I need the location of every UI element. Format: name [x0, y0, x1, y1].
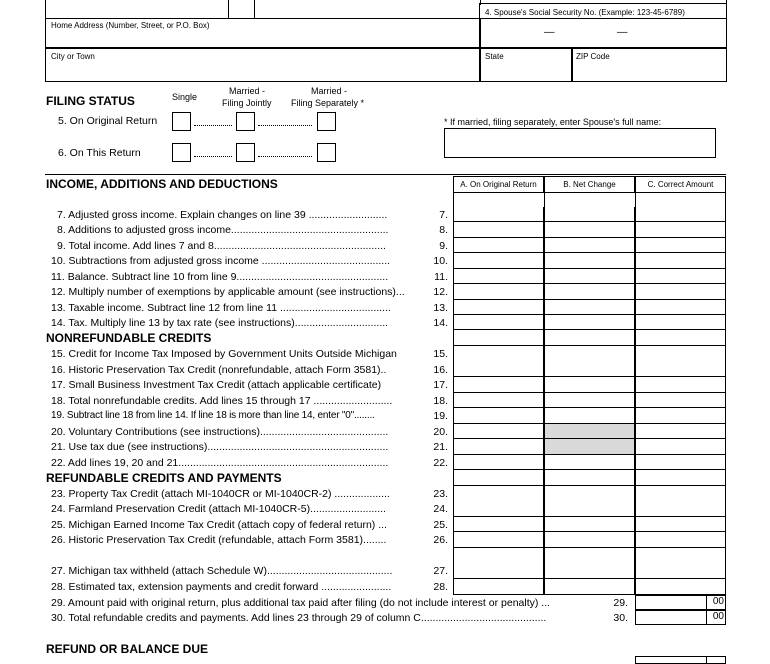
amount-cell[interactable]	[453, 424, 544, 439]
line-28-number: 28.	[433, 581, 448, 593]
amount-cell[interactable]	[635, 238, 726, 253]
line-13-number: 13.	[433, 302, 448, 314]
amount-cell[interactable]	[544, 424, 635, 439]
amount-cell[interactable]	[453, 269, 544, 284]
income-section-title: INCOME, ADDITIONS AND DEDUCTIONS	[46, 177, 278, 191]
line-11-number: 11.	[434, 271, 448, 283]
spouse-name-input[interactable]	[444, 128, 716, 158]
amount-cell[interactable]	[453, 455, 544, 470]
line-28-label: 28. Estimated tax, extension payments and credit forward ........................	[51, 581, 392, 593]
col-c-header: C. Correct Amount	[635, 176, 726, 192]
amount-cell[interactable]	[453, 362, 544, 377]
line-24-number: 24.	[433, 503, 448, 515]
line-20-number: 20.	[433, 426, 448, 438]
amount-cell[interactable]	[544, 408, 635, 424]
column-grid-top-mid2	[635, 192, 636, 207]
dots	[194, 156, 232, 157]
line-21-label: 21. Use tax due (see instructions)..............................................................	[51, 441, 389, 453]
amount-cell[interactable]	[635, 253, 726, 269]
line-8-label: 8. Additions to adjusted gross income......................................................	[57, 224, 389, 236]
amount-cell[interactable]	[453, 346, 544, 363]
line-29-cents[interactable]	[706, 595, 726, 610]
amount-cell[interactable]	[453, 563, 544, 579]
col-sep-label-2: Filing Separately *	[291, 98, 365, 108]
refund-box-divider	[706, 656, 707, 664]
cents-value: 00	[712, 611, 724, 622]
amount-cell[interactable]	[453, 408, 544, 424]
refund-section-title: REFUND OR BALANCE DUE	[46, 642, 208, 656]
line-12-label: 12. Multiply number of exemptions by applicable amount (see instructions)...	[51, 286, 405, 298]
amount-cell[interactable]	[544, 517, 635, 532]
line-25-label: 25. Michigan Earned Income Tax Credit (attach copy of federal return) ...	[51, 519, 387, 531]
line-17-label: 17. Small Business Investment Tax Credit (attach applicable certificate)	[51, 379, 382, 391]
line-26-label: 26. Historic Preservation Tax Credit (refundable, attach Form 3581)........	[51, 534, 387, 546]
line-15-label: 15. Credit for Income Tax Imposed by Government Units Outside Michigan	[51, 348, 397, 360]
amount-cell[interactable]	[544, 253, 635, 269]
amount-cell[interactable]	[453, 532, 544, 548]
line-29-amount[interactable]	[635, 595, 707, 610]
amount-cell[interactable]	[635, 579, 726, 595]
line-9-number: 9.	[439, 240, 448, 252]
amount-cell[interactable]	[635, 300, 726, 315]
line-24-label: 24. Farmland Preservation Credit (attach MI-1040CR-5)..........................	[51, 503, 386, 515]
amount-cell	[635, 330, 726, 346]
line-25-number: 25.	[433, 519, 448, 531]
filing-row-6-label: 6. On This Return	[58, 147, 141, 159]
amount-cell[interactable]	[544, 300, 635, 315]
col-single-label: Single	[172, 92, 198, 102]
amount-cell[interactable]	[544, 393, 635, 408]
amount-cell[interactable]	[453, 253, 544, 269]
amount-cell[interactable]	[544, 222, 635, 238]
refundable-title: REFUNDABLE CREDITS AND PAYMENTS	[46, 471, 282, 485]
amount-cell[interactable]	[635, 455, 726, 470]
amount-cell[interactable]	[635, 207, 726, 222]
line-14-number: 14.	[433, 317, 448, 329]
line-9-label: 9. Total income. Add lines 7 and 8...........................................................	[57, 240, 386, 252]
amount-cell	[453, 548, 544, 564]
line-8-number: 8.	[439, 224, 448, 236]
filing-row-5-label: 5. On Original Return	[58, 115, 158, 127]
original-single-checkbox[interactable]	[172, 112, 191, 131]
line-22-label: 22. Add lines 19, 20 and 21........................................................................	[51, 457, 389, 469]
amount-cell	[544, 548, 635, 564]
amount-cell[interactable]	[635, 377, 726, 393]
amount-cell[interactable]	[544, 579, 635, 595]
amount-cell[interactable]	[635, 517, 726, 532]
dots	[258, 125, 312, 126]
line-20-label: 20. Voluntary Contributions (see instructions)............................................	[51, 426, 389, 438]
amount-cell[interactable]	[635, 424, 726, 439]
refund-box-top	[635, 656, 726, 664]
amount-cell[interactable]	[544, 563, 635, 579]
line-18-label: 18. Total nonrefundable credits. Add lines 15 through 17 ...........................	[51, 395, 393, 407]
col-b-header: B. Net Change	[544, 176, 635, 192]
amount-cell[interactable]	[635, 315, 726, 330]
original-separate-checkbox[interactable]	[317, 112, 336, 131]
amount-cell[interactable]	[453, 579, 544, 595]
line-26-number: 26.	[433, 534, 448, 546]
line-10-number: 10.	[433, 255, 448, 267]
line-10-label: 10. Subtractions from adjusted gross income ............................................	[51, 255, 391, 267]
amount-cell[interactable]	[635, 362, 726, 377]
col-a-header: A. On Original Return	[453, 176, 544, 192]
amount-cell[interactable]	[453, 238, 544, 253]
amount-cell[interactable]	[453, 501, 544, 517]
original-joint-checkbox[interactable]	[236, 112, 255, 131]
line-23-number: 23.	[433, 488, 448, 500]
amount-cell[interactable]	[544, 455, 635, 470]
line-18-number: 18.	[433, 395, 448, 407]
ssn-dash-2: —	[617, 26, 628, 38]
line-29-number: 29.	[613, 597, 628, 609]
amount-cell[interactable]	[453, 377, 544, 393]
city-box[interactable]	[45, 47, 481, 82]
amount-cell[interactable]	[544, 207, 635, 222]
name-row-divider-1	[228, 0, 229, 19]
line-19-number: 19.	[433, 410, 448, 422]
filing-status-title: FILING STATUS	[46, 94, 135, 108]
city-label: City or Town	[51, 52, 95, 61]
dots	[194, 125, 232, 126]
spouse-ssn-label: 4. Spouse's Social Security No. (Example: 123-45-6789)	[485, 8, 685, 17]
amount-cell[interactable]	[544, 501, 635, 517]
section-rule	[45, 174, 726, 175]
amount-cell[interactable]	[635, 222, 726, 238]
line-23-label: 23. Property Tax Credit (attach MI-1040CR or MI-1040CR-2) ...................	[51, 488, 390, 500]
line-16-number: 16.	[433, 364, 448, 376]
amount-cell	[635, 548, 726, 564]
this-single-checkbox[interactable]	[172, 143, 191, 162]
amount-cell[interactable]	[544, 439, 635, 455]
amount-cell[interactable]	[453, 517, 544, 532]
amount-cell[interactable]	[544, 346, 635, 363]
this-separate-checkbox[interactable]	[317, 143, 336, 162]
amount-cell[interactable]	[544, 269, 635, 284]
col-sep-label-1: Married -	[311, 86, 348, 96]
amount-cell[interactable]	[635, 408, 726, 424]
amount-cell	[635, 470, 726, 486]
line-21-number: 21.	[433, 441, 448, 453]
column-grid-top-mid1	[544, 192, 545, 207]
line-19-label: 19. Subtract line 18 from line 14. If line 18 is more than line 14, enter "0"........	[51, 410, 375, 421]
amount-cell[interactable]	[635, 501, 726, 517]
line-22-number: 22.	[433, 457, 448, 469]
amount-cell[interactable]	[453, 222, 544, 238]
amount-cell[interactable]	[544, 362, 635, 377]
spouse-name-note: * If married, filing separately, enter Spouse's full name:	[444, 117, 662, 127]
nonrefundable-title: NONREFUNDABLE CREDITS	[46, 331, 212, 345]
line-7-label: 7. Adjusted gross income. Explain changes on line 39 ...........................	[57, 209, 388, 221]
amount-cell[interactable]	[635, 563, 726, 579]
line-29-label: 29. Amount paid with original return, plus additional tax paid after filing (do not include interest or penalty) ...	[51, 597, 551, 609]
ssn-dash-1: —	[544, 26, 555, 38]
amount-cell	[453, 470, 544, 486]
amount-cell[interactable]	[453, 315, 544, 330]
amount-cell[interactable]	[544, 377, 635, 393]
line-30-number: 30.	[613, 612, 628, 624]
amount-cell[interactable]	[453, 393, 544, 408]
amount-cell	[544, 470, 635, 486]
amount-cell[interactable]	[635, 393, 726, 408]
line-16-label: 16. Historic Preservation Tax Credit (nonrefundable, attach Form 3581)..	[51, 364, 387, 376]
line-15-number: 15.	[433, 348, 448, 360]
line-30-label: 30. Total refundable credits and payments. Add lines 23 through 29 of column C...........................................	[51, 612, 547, 624]
amount-cell	[544, 330, 635, 346]
state-label: State	[485, 52, 504, 61]
home-address-label: Home Address (Number, Street, or P.O. Box)	[51, 21, 210, 30]
amount-cell[interactable]	[635, 269, 726, 284]
amount-cell[interactable]	[453, 207, 544, 222]
amount-cell[interactable]	[453, 300, 544, 315]
this-joint-checkbox[interactable]	[236, 143, 255, 162]
amount-cell[interactable]	[544, 315, 635, 330]
line-12-number: 12.	[433, 286, 448, 298]
amount-cell[interactable]	[453, 284, 544, 300]
dots	[258, 156, 312, 157]
amount-cell[interactable]	[544, 238, 635, 253]
line-11-label: 11. Balance. Subtract line 10 from line 9....................................................	[51, 271, 389, 283]
name-row-divider-2	[254, 0, 255, 19]
amount-cell[interactable]	[635, 532, 726, 548]
zip-label: ZIP Code	[576, 52, 610, 61]
cents-value: 00	[712, 596, 724, 607]
amount-cell	[453, 330, 544, 346]
amount-cell[interactable]	[635, 284, 726, 300]
column-grid-top	[453, 192, 726, 207]
line-7-number: 7.	[439, 209, 448, 221]
amount-cell[interactable]	[544, 532, 635, 548]
line-14-label: 14. Tax. Multiply line 13 by tax rate (see instructions)................................	[51, 317, 389, 329]
col-joint-label-1: Married -	[229, 86, 266, 96]
line-30-cents[interactable]	[706, 610, 726, 625]
amount-cell[interactable]	[453, 439, 544, 455]
line-30-amount[interactable]	[635, 610, 707, 625]
col-joint-label-2: Filing Jointly	[222, 98, 272, 108]
line-13-label: 13. Taxable income. Subtract line 12 from line 11 ......................................	[51, 302, 391, 314]
amount-cell[interactable]	[635, 439, 726, 455]
line-27-number: 27.	[433, 565, 448, 577]
amount-cell[interactable]	[544, 284, 635, 300]
line-27-label: 27. Michigan tax withheld (attach Schedule W)...........................................	[51, 565, 393, 577]
line-17-number: 17.	[433, 379, 448, 391]
amount-cell[interactable]	[635, 346, 726, 363]
